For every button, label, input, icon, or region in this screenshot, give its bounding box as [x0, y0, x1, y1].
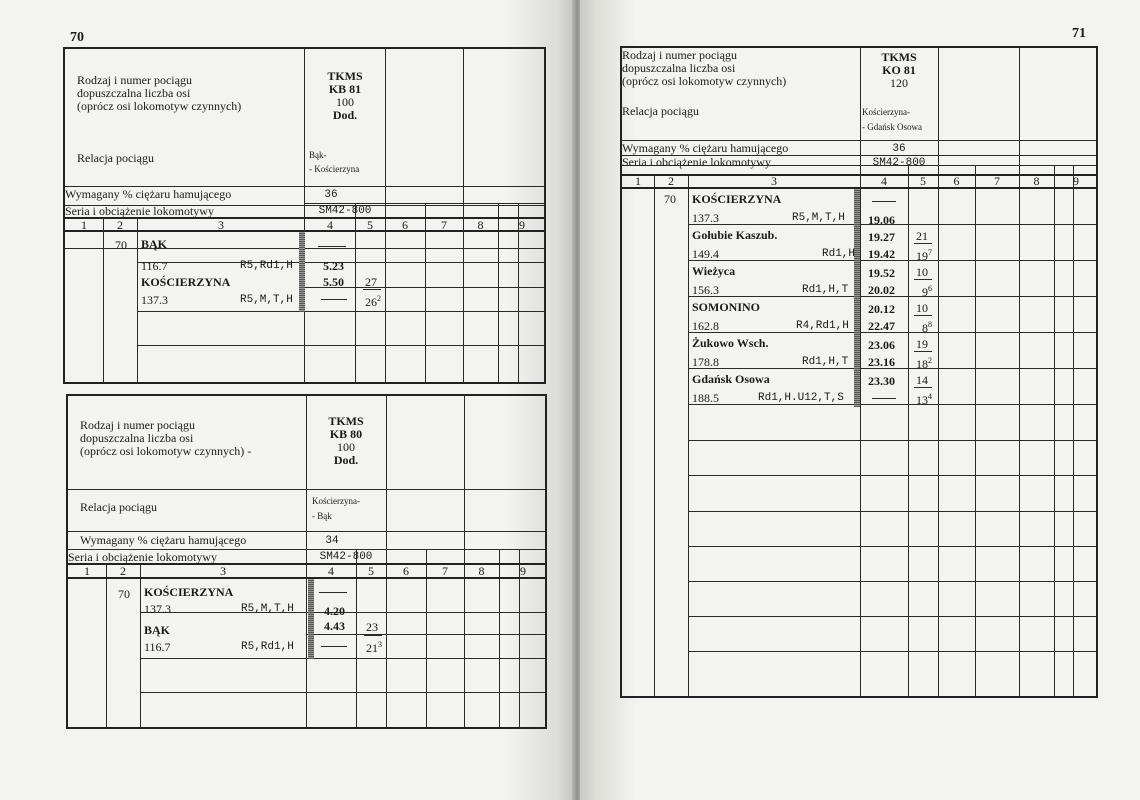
col-head-2: 2: [117, 218, 123, 232]
station-km: 162.8: [692, 319, 719, 333]
station-km: 137.3: [141, 293, 168, 307]
station-name: Żukowo Wsch.: [692, 336, 769, 350]
col-head-4: 4: [881, 174, 887, 188]
train-type-label-line1: Rodzaj i numer pociągu: [77, 73, 192, 87]
train-type-label-line3: (oprócz osi lokomotyw czynnych) -: [80, 444, 252, 458]
relation-label: Relacja pociągu: [80, 500, 157, 514]
loco-value: SM42-800: [872, 157, 926, 169]
run-time: 10: [916, 265, 928, 279]
timetable-kb80: [66, 394, 547, 729]
train-note: Dod.: [332, 108, 358, 122]
relation-line1: Kościerzyna-: [312, 496, 360, 506]
distance-value: 21: [366, 641, 378, 655]
col-head-5: 5: [368, 564, 374, 578]
distance-sup: 8: [928, 320, 932, 329]
train-category: TKMS: [327, 69, 363, 83]
right-page: [580, 0, 1140, 800]
col-head-8: 8: [478, 564, 485, 578]
train-number: KB 81: [328, 82, 362, 96]
loco-label: Seria i obciążenie lokomotywy: [68, 550, 217, 564]
dep-time: 19.06: [868, 213, 895, 227]
relation-label: Relacja pociągu: [77, 151, 154, 165]
page-number-left: 70: [70, 30, 84, 45]
distance-value: 19: [916, 249, 928, 263]
train-type-label-line2: dopuszczalna liczba osi: [622, 61, 736, 75]
run-time: 14: [916, 373, 928, 387]
station-codes: Rd1,H,T: [802, 356, 849, 368]
col-head-1: 1: [84, 564, 90, 578]
arr-time: 23.30: [868, 374, 895, 388]
col-head-1: 1: [81, 218, 87, 232]
relation-line2: - Kościerzyna: [309, 164, 360, 174]
col-head-1: 1: [635, 174, 641, 188]
station-codes: R5,M,T,H: [241, 603, 294, 615]
col-head-7: 7: [441, 218, 447, 232]
station-km: 188.5: [692, 391, 719, 405]
train-category: TKMS: [328, 414, 364, 428]
col-head-5: 5: [367, 218, 373, 232]
station-codes: R5,Rd1,H: [240, 260, 293, 272]
run-time: 19: [916, 337, 928, 351]
station-name: Gdańsk Osowa: [692, 372, 770, 386]
col-head-3: 3: [218, 218, 224, 232]
run-time: 10: [916, 301, 928, 315]
timetable-ko81: [620, 46, 1098, 698]
loco-label: Seria i obciążenie lokomotywy: [65, 204, 214, 218]
distance-sup: 3: [378, 640, 382, 649]
run-time: 23: [366, 620, 378, 634]
axle-limit: 100: [337, 440, 355, 454]
train-note: Dod.: [333, 453, 359, 467]
relation-line2: - Bąk: [312, 511, 332, 521]
run-time: 27: [365, 275, 377, 289]
speed-value: 70: [664, 192, 676, 206]
col-head-5: 5: [920, 174, 926, 188]
station-name: KOŚCIERZYNA: [141, 275, 231, 289]
distance-sup: 7: [928, 248, 932, 257]
brake-value: 36: [324, 189, 338, 201]
col-head-9: 9: [520, 564, 526, 578]
col-head-8: 8: [477, 218, 484, 232]
train-type-label-line3: (oprócz osi lokomotyw czynnych): [622, 74, 787, 88]
station-km: 116.7: [144, 640, 171, 654]
col-head-2: 2: [120, 564, 126, 578]
run-time: 21: [916, 229, 928, 243]
distance-value: 13: [916, 393, 928, 407]
arr-time: 23.06: [868, 338, 895, 352]
station-name: Wieżyca: [692, 264, 736, 278]
station-km: 149.4: [692, 247, 719, 261]
col-head-6: 6: [403, 564, 409, 578]
station-codes: Rd1,H,T: [802, 284, 849, 296]
dep-time: 5.23: [323, 259, 344, 273]
loco-value: SM42-800: [319, 551, 373, 563]
train-type-label-line1: Rodzaj i numer pociągu: [80, 418, 195, 432]
station-name: Gołubie Kaszub.: [692, 228, 778, 242]
timetable-kb81: [63, 47, 546, 384]
station-name: BĄK: [144, 623, 171, 637]
col-head-2: 2: [668, 174, 674, 188]
axle-limit: 100: [336, 95, 354, 109]
dep-time: 4.20: [324, 604, 345, 618]
station-codes: Rd1,H: [822, 248, 856, 260]
train-type-label-line1: Rodzaj i numer pociągu: [622, 48, 737, 62]
station-km: 137.3: [692, 211, 719, 225]
col-head-6: 6: [402, 218, 408, 232]
station-km: 137.3: [144, 602, 171, 616]
distance-value: 26: [365, 295, 377, 309]
col-head-7: 7: [442, 564, 448, 578]
col-head-9: 9: [1073, 174, 1079, 188]
brake-label: Wymagany % ciężaru hamującego: [622, 141, 789, 155]
distance-value: 18: [916, 357, 928, 371]
distance-value: 8: [922, 321, 928, 335]
dep-time: 20.02: [868, 283, 895, 297]
relation-line1: Bąk-: [309, 150, 327, 160]
brake-value: 36: [892, 143, 906, 155]
distance-value: 9: [922, 285, 928, 299]
col-head-3: 3: [771, 174, 777, 188]
train-type-label-line2: dopuszczalna liczba osi: [80, 431, 194, 445]
arr-time: 5.50: [323, 275, 344, 289]
distance-sup: 2: [928, 356, 932, 365]
distance-sup: 4: [928, 392, 932, 401]
relation-line2: - Gdańsk Osowa: [862, 122, 922, 132]
dep-time: 19.42: [868, 247, 895, 261]
brake-value: 34: [325, 535, 339, 547]
station-name: KOŚCIERZYNA: [692, 192, 782, 206]
loco-label: Seria i obciążenie lokomotywy: [622, 155, 771, 169]
relation-line1: Kościerzyna-: [862, 107, 910, 117]
train-type-label-line2: dopuszczalna liczba osi: [77, 86, 191, 100]
relation-label: Relacja pociągu: [622, 104, 699, 118]
dep-time: 22.47: [868, 319, 895, 333]
axle-limit: 120: [890, 76, 908, 90]
speed-value: 70: [118, 587, 130, 601]
dep-time: 23.16: [868, 355, 895, 369]
station-km: 156.3: [692, 283, 719, 297]
train-category: TKMS: [881, 50, 917, 64]
arr-time: 19.27: [868, 230, 895, 244]
loco-value: SM42-800: [318, 205, 372, 217]
col-head-4: 4: [328, 564, 334, 578]
brake-label: Wymagany % ciężaru hamującego: [65, 187, 232, 201]
station-km: 116.7: [141, 259, 168, 273]
station-name: BĄK: [141, 237, 168, 251]
station-km: 178.8: [692, 355, 719, 369]
station-name: KOŚCIERZYNA: [144, 585, 234, 599]
col-head-9: 9: [519, 218, 525, 232]
col-head-7: 7: [994, 174, 1000, 188]
brake-label: Wymagany % ciężaru hamującego: [80, 533, 247, 547]
station-codes: R4,Rd1,H: [796, 320, 849, 332]
train-number: KO 81: [882, 63, 916, 77]
page-number-right: 71: [1072, 26, 1086, 41]
col-head-4: 4: [327, 218, 333, 232]
col-head-8: 8: [1033, 174, 1040, 188]
station-codes: R5,M,T,H: [240, 294, 293, 306]
distance-sup: 2: [377, 294, 381, 303]
train-type-label-line3: (oprócz osi lokomotyw czynnych): [77, 99, 242, 113]
station-codes: R5,M,T,H: [792, 212, 845, 224]
speed-value: 70: [115, 238, 127, 252]
train-number: KB 80: [329, 427, 363, 441]
arr-time: 20.12: [868, 302, 895, 316]
arr-time: 4.43: [324, 619, 345, 633]
station-codes: Rd1,H.U12,T,S: [758, 392, 844, 404]
col-head-6: 6: [953, 174, 960, 188]
col-head-3: 3: [220, 564, 226, 578]
station-name: SOMONINO: [692, 300, 761, 314]
distance-sup: 6: [928, 284, 932, 293]
station-codes: R5,Rd1,H: [241, 641, 294, 653]
arr-time: 19.52: [868, 266, 895, 280]
